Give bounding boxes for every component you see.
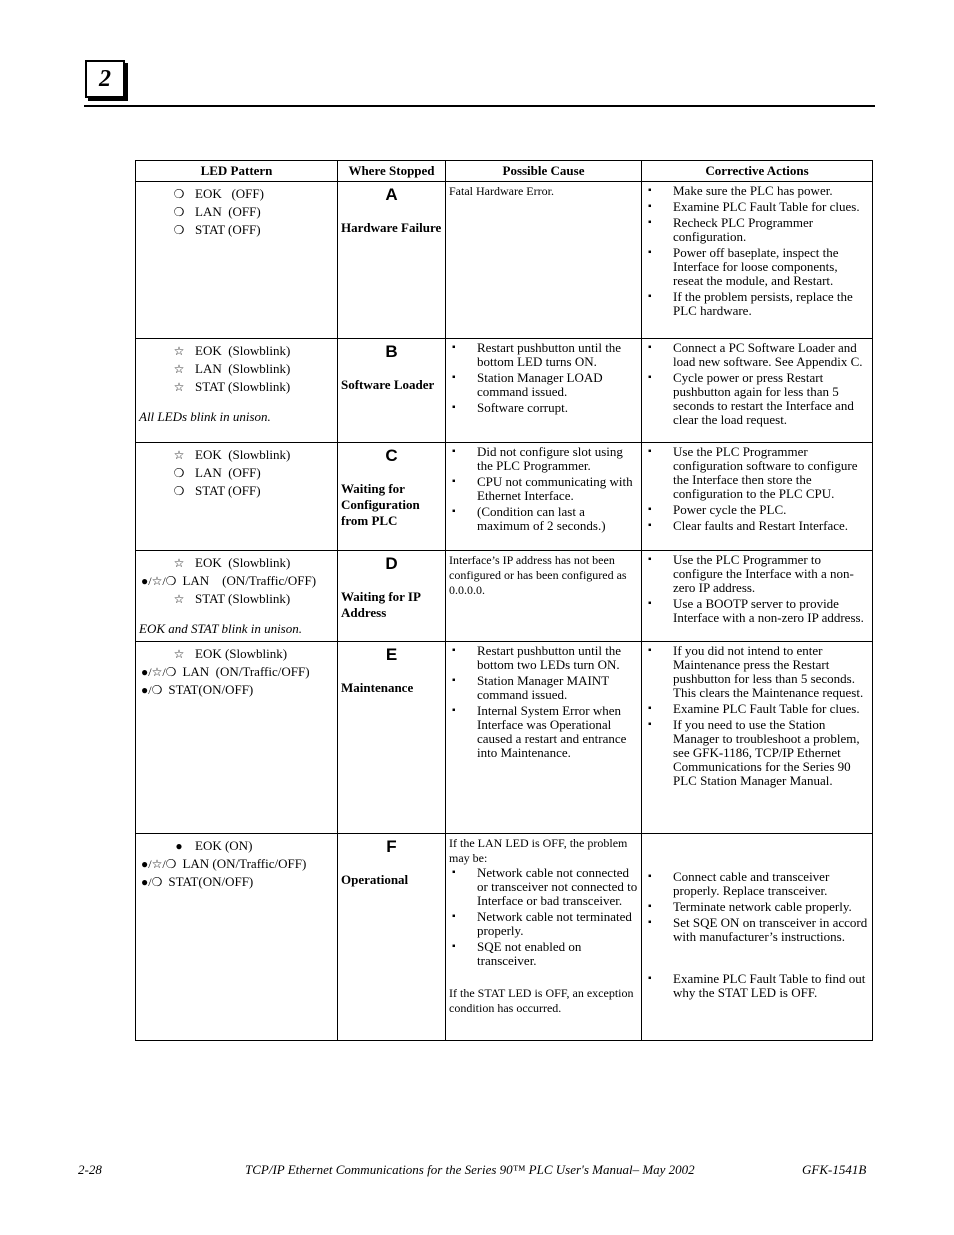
led-state <box>139 466 334 480</box>
corrective-actions-cell <box>642 182 873 339</box>
possible-cause-cell <box>446 551 642 642</box>
table-row <box>136 443 873 551</box>
action-list <box>645 644 869 788</box>
led-label: LAN (OFF) <box>195 204 261 219</box>
led-label: LAN (ON/Traffic/OFF) <box>182 573 317 588</box>
led-symbol-icon: ❍ <box>173 187 185 201</box>
footer-title: TCP/IP Ethernet Communications for the Series 90™ PLC User's Manual– May 2002 <box>245 1162 695 1177</box>
cause-intro: Fatal Hardware Error. <box>449 184 554 198</box>
led-label: EOK (Slowblink) <box>195 646 288 661</box>
led-label: STAT (OFF) <box>195 483 261 498</box>
corrective-actions-cell <box>642 834 873 1041</box>
led-state <box>139 344 334 358</box>
action-item: ▪ Clear faults and Restart Interface. <box>645 519 869 533</box>
led-label: EOK (OFF) <box>195 186 264 201</box>
cause-item: ▪ Network cable not terminated properly. <box>449 910 638 938</box>
chapter-number-box <box>85 60 125 98</box>
action-item: ▪ Terminate network cable properly. <box>645 900 869 914</box>
chapter-number: 2 <box>99 65 111 92</box>
possible-cause-cell <box>446 339 642 443</box>
led-symbol-icon: ☆ <box>173 592 185 606</box>
led-pattern-cell <box>136 834 338 1041</box>
led-label: EOK (Slowblink) <box>195 555 291 570</box>
led-state <box>139 448 334 462</box>
cause-list <box>449 866 638 968</box>
action-item: ▪ Connect cable and transceiver properly. Replace transceiver. <box>645 870 869 898</box>
header-where-stopped: Where Stopped <box>338 161 446 182</box>
corrective-actions-cell <box>642 339 873 443</box>
led-label: LAN (OFF) <box>195 465 261 480</box>
action-item: ▪ Cycle power or press Restart pushbutton again for less than 5 seconds to restart the Interface and clear the load request. <box>645 371 869 427</box>
table-row <box>136 182 873 339</box>
state-letter: A <box>385 185 398 204</box>
action-item: ▪ Examine PLC Fault Table for clues. <box>645 702 869 716</box>
led-symbol-icon: ☆ <box>173 344 185 358</box>
led-symbol-icon: ☆ <box>173 556 185 570</box>
led-state <box>139 556 334 570</box>
table-row <box>136 642 873 834</box>
table-row <box>136 834 873 1041</box>
action-item: ▪ Connect a PC Software Loader and load new software. See Appendix C. <box>645 341 869 369</box>
led-state <box>139 839 334 853</box>
led-state <box>139 592 334 606</box>
led-state <box>139 665 334 679</box>
led-state <box>139 484 334 498</box>
footer-doc-id: GFK-1541B <box>802 1162 867 1177</box>
action-list <box>645 445 869 533</box>
action-list-stat <box>645 972 869 1000</box>
cause-item: ▪ Restart pushbutton until the bottom two LEDs turn ON. <box>449 644 638 672</box>
action-item: ▪ If you did not intend to enter Maintenance press the Restart pushbutton for less than 5 seconds. This clears the Maintenance request. <box>645 644 869 700</box>
led-symbol-icon: ❍ <box>173 466 185 480</box>
table-row <box>136 551 873 642</box>
led-state <box>139 187 334 201</box>
led-state <box>139 223 334 237</box>
led-label: STAT(ON/OFF) <box>168 874 254 889</box>
state-letter: C <box>385 446 398 465</box>
led-label: LAN (ON/Traffic/OFF) <box>182 856 307 871</box>
cause-item: ▪ (Condition can last a maximum of 2 seconds.) <box>449 505 638 533</box>
where-stopped-cell <box>338 642 446 834</box>
action-item: ▪ Examine PLC Fault Table for clues. <box>645 200 869 214</box>
led-symbol-icon: ●/☆/❍ <box>141 857 177 871</box>
action-item: ▪ Use the PLC Programmer to configure the Interface with a non-zero IP address. <box>645 553 869 595</box>
state-letter: B <box>385 342 398 361</box>
cause-item: ▪ Did not configure slot using the PLC Programmer. <box>449 445 638 473</box>
cause-item: ▪ Software corrupt. <box>449 401 638 415</box>
header-led-pattern: LED Pattern <box>136 161 338 182</box>
cause-list <box>449 445 638 533</box>
possible-cause-cell <box>446 443 642 551</box>
led-label: STAT(ON/OFF) <box>168 682 254 697</box>
where-stopped-cell <box>338 339 446 443</box>
cause-item: ▪ Network cable not connected or transceiver not connected to Interface or bad transceiver. <box>449 866 638 908</box>
corrective-actions-cell <box>642 443 873 551</box>
action-list <box>645 341 869 427</box>
table-row <box>136 339 873 443</box>
led-symbol-icon: ●/☆/❍ <box>141 574 177 588</box>
cause-intro: Interface’s IP address has not been configured or has been configured as 0.0.0.0. <box>449 553 627 597</box>
led-symbol-icon: ●/❍ <box>141 683 163 697</box>
footer-page-number: 2-28 <box>78 1162 102 1177</box>
corrective-actions-cell <box>642 551 873 642</box>
state-label: Hardware Failure <box>341 220 442 235</box>
action-list <box>645 553 869 625</box>
led-troubleshooting-table <box>135 160 873 1041</box>
cause-item: ▪ SQE not enabled on transceiver. <box>449 940 638 968</box>
possible-cause-cell <box>446 834 642 1041</box>
action-item: ▪ Recheck PLC Programmer configuration. <box>645 216 869 244</box>
cause-item: ▪ Station Manager LOAD command issued. <box>449 371 638 399</box>
state-label: Software Loader <box>341 377 435 392</box>
header-possible-cause: Possible Cause <box>446 161 642 182</box>
cause-item: ▪ Internal System Error when Interface was Operational caused a restart and entrance into Maintenance. <box>449 704 638 760</box>
state-label: Operational <box>341 872 409 887</box>
led-symbol-icon: ❍ <box>173 484 185 498</box>
state-label: Maintenance <box>341 680 414 695</box>
corrective-actions-cell <box>642 642 873 834</box>
state-label: Waiting for Configuration from PLC <box>341 481 420 528</box>
led-note: All LEDs blink in unison. <box>139 409 271 424</box>
cause-intro: If the LAN LED is OFF, the problem may be: <box>449 836 628 865</box>
led-symbol-icon: ☆ <box>173 647 185 661</box>
led-label: EOK (Slowblink) <box>195 343 291 358</box>
action-item: ▪ Use the PLC Programmer configuration software to configure the Interface then store the configuration to the PLC CPU. <box>645 445 869 501</box>
led-note: EOK and STAT blink in unison. <box>139 621 302 636</box>
possible-cause-cell <box>446 182 642 339</box>
led-symbol-icon: ❍ <box>173 205 185 219</box>
possible-cause-cell <box>446 642 642 834</box>
led-state <box>139 205 334 219</box>
led-symbol-icon: ●/❍ <box>141 875 163 889</box>
action-item: ▪ Power off baseplate, inspect the Interface for loose components, reseat the module, and Restart. <box>645 246 869 288</box>
state-label: Waiting for IP Address <box>341 589 421 620</box>
header-rule <box>84 105 875 107</box>
header-corrective-actions: Corrective Actions <box>642 161 873 182</box>
led-state <box>139 647 334 661</box>
led-pattern-cell <box>136 182 338 339</box>
led-label: LAN (Slowblink) <box>195 361 291 376</box>
led-state <box>139 875 334 889</box>
where-stopped-cell <box>338 443 446 551</box>
led-label: STAT (OFF) <box>195 222 261 237</box>
action-item: ▪ Examine PLC Fault Table to find out why the STAT LED is OFF. <box>645 972 869 1000</box>
state-letter: D <box>385 554 398 573</box>
action-list <box>645 870 869 944</box>
led-label: STAT (Slowblink) <box>195 591 291 606</box>
action-item: ▪ If you need to use the Station Manager to troubleshoot a problem, see GFK-1186, TCP/IP Ethernet Communications for the Series 90 PLC Station Manager Manual. <box>645 718 869 788</box>
action-item: ▪ Power cycle the PLC. <box>645 503 869 517</box>
led-label: EOK (Slowblink) <box>195 447 291 462</box>
led-symbol-icon: ☆ <box>173 362 185 376</box>
led-state <box>139 574 334 588</box>
action-item: ▪ Set SQE ON on transceiver in accord with manufacturer’s instructions. <box>645 916 869 944</box>
led-label: EOK (ON) <box>195 838 253 853</box>
cause-item: ▪ CPU not communicating with Ethernet Interface. <box>449 475 638 503</box>
led-label: STAT (Slowblink) <box>195 379 291 394</box>
led-label: LAN (ON/Traffic/OFF) <box>182 664 310 679</box>
cause-item: ▪ Restart pushbutton until the bottom LED turns ON. <box>449 341 638 369</box>
led-pattern-cell <box>136 551 338 642</box>
where-stopped-cell <box>338 551 446 642</box>
table-header-row <box>136 161 873 182</box>
led-pattern-cell <box>136 339 338 443</box>
led-symbol-icon: ●/☆/❍ <box>141 665 177 679</box>
led-symbol-icon: ☆ <box>173 448 185 462</box>
cause-list <box>449 341 638 415</box>
led-symbol-icon: ☆ <box>173 380 185 394</box>
where-stopped-cell <box>338 834 446 1041</box>
action-item: ▪ Make sure the PLC has power. <box>645 184 869 198</box>
led-pattern-cell <box>136 642 338 834</box>
cause-outro: If the STAT LED is OFF, an exception condition has occurred. <box>449 986 634 1015</box>
led-symbol-icon: ❍ <box>173 223 185 237</box>
action-list <box>645 184 869 318</box>
state-letter: F <box>386 837 397 856</box>
led-symbol-icon: ● <box>175 839 183 853</box>
led-state <box>139 362 334 376</box>
where-stopped-cell <box>338 182 446 339</box>
led-state <box>139 683 334 697</box>
cause-item: ▪ Station Manager MAINT command issued. <box>449 674 638 702</box>
state-letter: E <box>385 645 398 664</box>
led-state <box>139 857 334 871</box>
cause-list <box>449 644 638 760</box>
action-item: ▪ If the problem persists, replace the PLC hardware. <box>645 290 869 318</box>
action-item: ▪ Use a BOOTP server to provide Interface with a non-zero IP address. <box>645 597 869 625</box>
led-pattern-cell <box>136 443 338 551</box>
led-state <box>139 380 334 394</box>
